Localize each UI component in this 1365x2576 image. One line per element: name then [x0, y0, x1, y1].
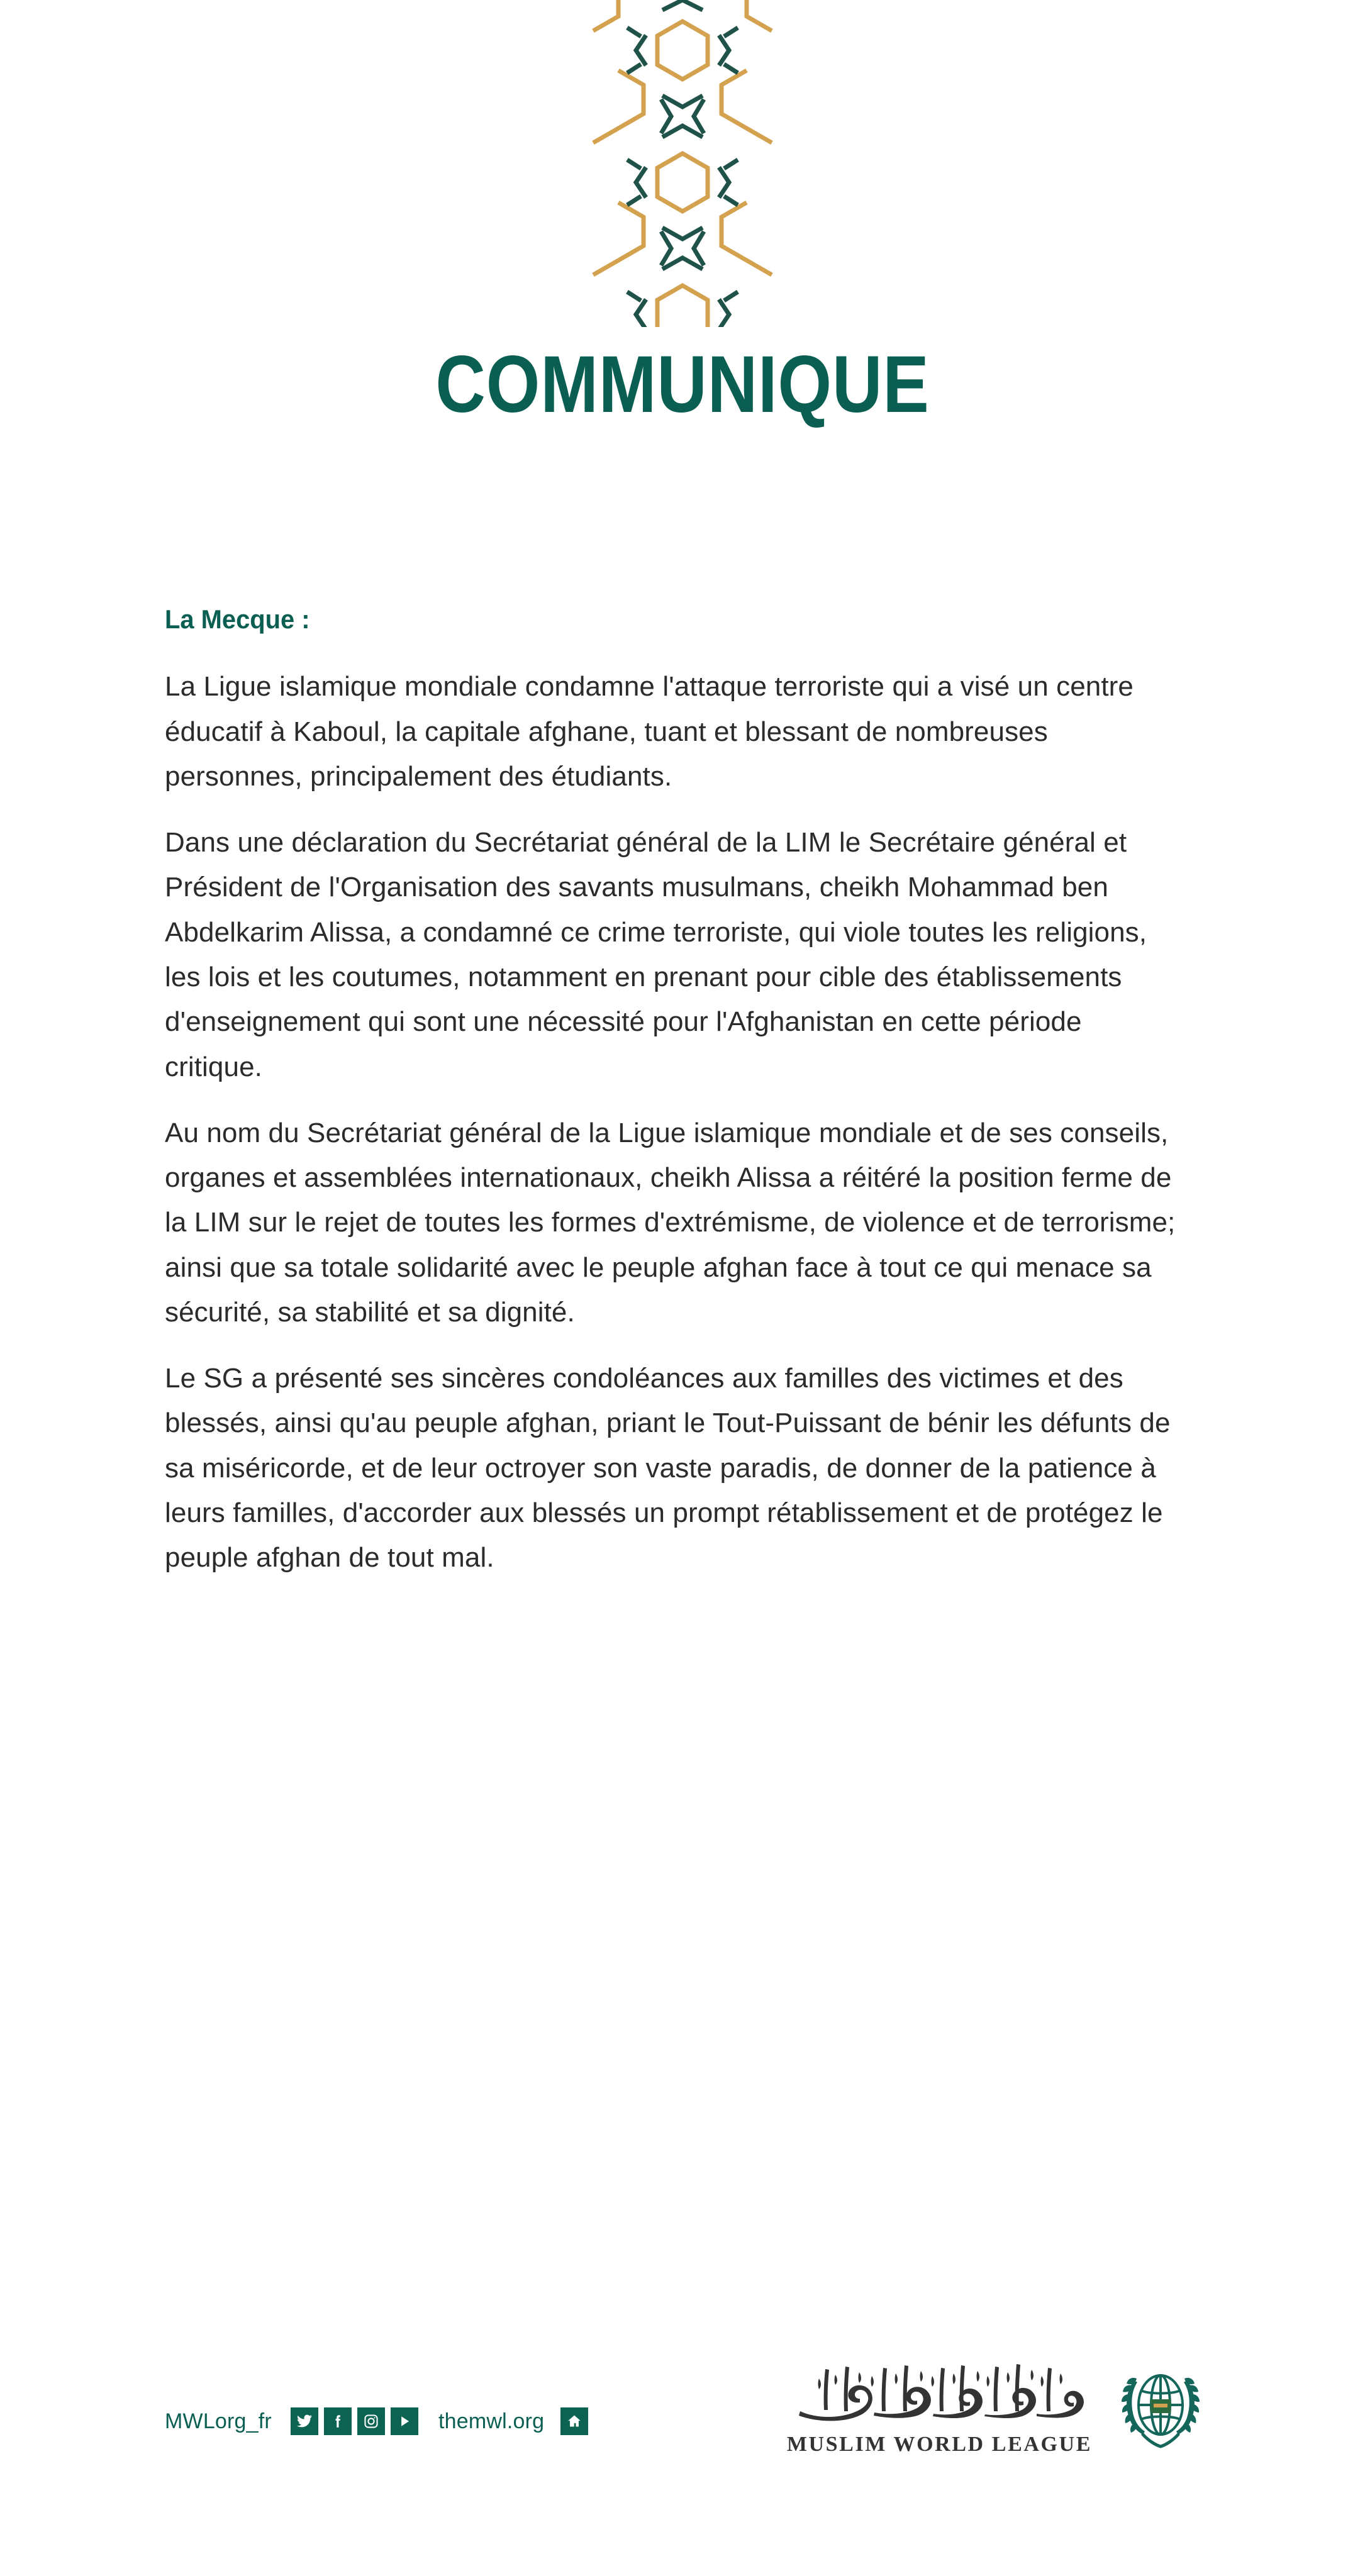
dateline: La Mecque :: [165, 604, 310, 634]
page-title: COMMUNIQUE: [435, 340, 930, 430]
social-handle: MWLorg_fr: [165, 2409, 272, 2433]
paragraph: La Ligue islamique mondiale condamne l'attaque terroriste qui a visé un centre éducatif à Kaboul, la capitale afghane, tuant et blessant de nombreuses personnes, principalement des étudiants.: [165, 671, 1134, 792]
footer: [0, 2327, 1365, 2576]
social-bar: [165, 2407, 588, 2435]
facebook-icon[interactable]: [324, 2407, 352, 2435]
header-ornament-band: [0, 0, 1365, 327]
home-icon[interactable]: [560, 2407, 588, 2435]
website-url: themwl.org: [438, 2409, 545, 2433]
social-icon-group: [291, 2407, 418, 2435]
facebook-glyph: [330, 2413, 346, 2429]
paragraph: Le SG a présenté ses sincères condoléances aux familles des victimes et des blessés, ainsi qu'au peuple afghan, priant le Tout-Puissant de bénir les défunts de sa miséricorde, et de leur octroyer son vaste paradis, de donner de la patience à leurs familles, d'accorder aux blessés un prompt rétablissement et de protégez le peuple afghan de tout mal.: [165, 1363, 1171, 1574]
home-glyph: [566, 2413, 582, 2429]
article-body: [165, 604, 1184, 1580]
youtube-play-glyph: [396, 2413, 413, 2429]
arabic-calligraphy-logo: [791, 2353, 1087, 2429]
logo-english-name: MUSLIM WORLD LEAGUE: [786, 2433, 1092, 2456]
instagram-glyph: [363, 2413, 379, 2429]
logo-text-column: [787, 2353, 1092, 2457]
instagram-icon[interactable]: [357, 2407, 385, 2435]
islamic-geometric-pattern-icon: [588, 0, 777, 327]
twitter-icon[interactable]: [291, 2407, 318, 2435]
globe-laurel-emblem-icon: [1113, 2358, 1208, 2452]
youtube-icon[interactable]: [391, 2407, 418, 2435]
mwl-logo: [787, 2353, 1208, 2457]
twitter-glyph: [296, 2413, 313, 2429]
paragraph: Au nom du Secrétariat général de la Ligue islamique mondiale et de ses conseils, organes et assemblées internationaux, cheikh Alissa a réitéré la position ferme de la LIM sur le rejet de toutes les formes d'extrémisme, de violence et de terrorisme; ainsi que sa totale solidarité avec le peuple afghan face à tout ce qui menace sa sécurité, sa stabilité et sa dignité.: [165, 1117, 1176, 1328]
paragraph: Dans une déclaration du Secrétariat général de la LIM le Secrétaire général et Président de l'Organisation des savants musulmans, cheikh Mohammad ben Abdelkarim Alissa, a condamné ce crime terroriste, qui viole toutes les religions, les lois et les coutumes, notamment en prenant pour cible des établissements d'enseignement qui sont une nécessité pour l'Afghanistan en cette période critique.: [165, 827, 1147, 1082]
